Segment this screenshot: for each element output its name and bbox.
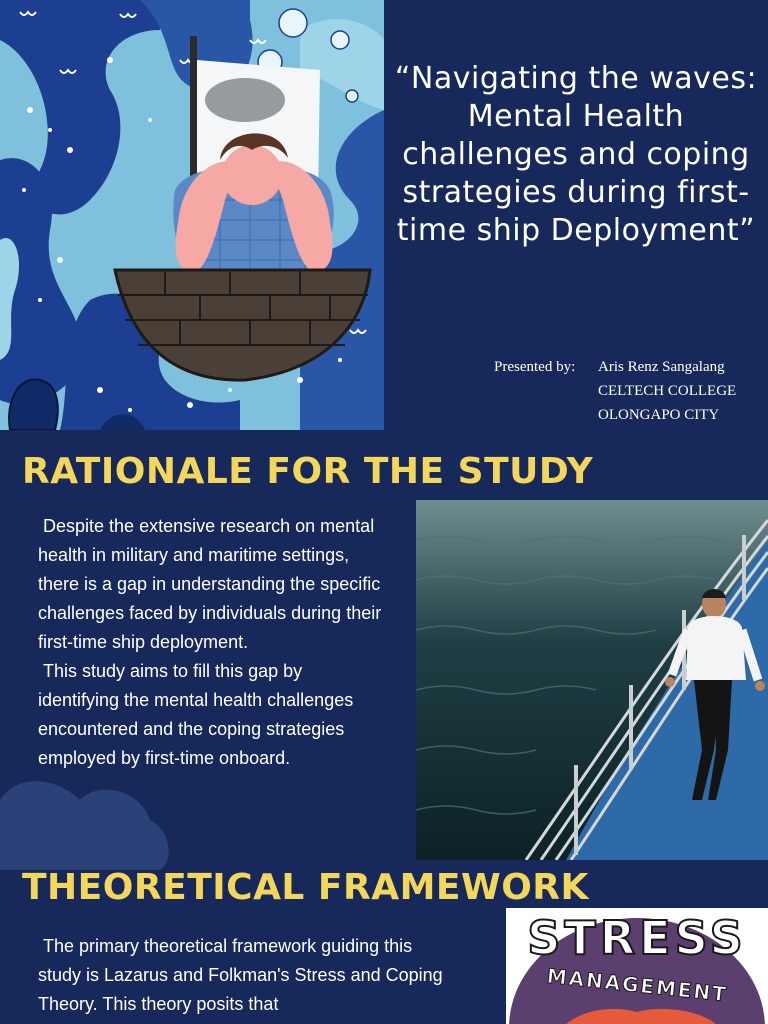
framework-paragraph: The primary theoretical framework guiding this study is Lazarus and Folkman's Stress and Coping Theory. This theory posits that — [38, 936, 448, 1014]
presenter-school: CELTECH COLLEGE — [598, 383, 737, 399]
rationale-paragraph-2: This study aims to fill this gap by identifying the mental health challenges encountered and the coping strategies employed by first-time onboard. — [38, 661, 359, 768]
stress-word: STRESS — [527, 911, 747, 965]
poster-title: “Navigating the waves: Mental Health challenges and coping strategies during first-time ship Deployment” — [394, 61, 758, 248]
presenter-name: Aris Renz Sangalang — [598, 359, 725, 375]
stress-management-image — [506, 908, 768, 1024]
presenter-block — [494, 355, 764, 427]
rationale-body — [38, 512, 387, 773]
presenter-label: Presented by: — [494, 359, 576, 375]
ship-deck-photo — [416, 500, 768, 860]
framework-body — [38, 932, 458, 1019]
framework-heading: THEORETICAL FRAMEWORK — [22, 867, 589, 908]
decorative-cloud-shape — [0, 760, 180, 870]
presenter-city: OLONGAPO CITY — [598, 407, 720, 423]
rationale-paragraph-1: Despite the extensive research on mental health in military and maritime settings, there is a gap in understanding the specific challenges faced by individuals during their first-time ship deployment. — [38, 516, 387, 652]
management-word: MANAGEMENT — [545, 963, 729, 1007]
rationale-heading: RATIONALE FOR THE STUDY — [22, 451, 594, 492]
sailor-boat-illustration — [0, 0, 384, 430]
